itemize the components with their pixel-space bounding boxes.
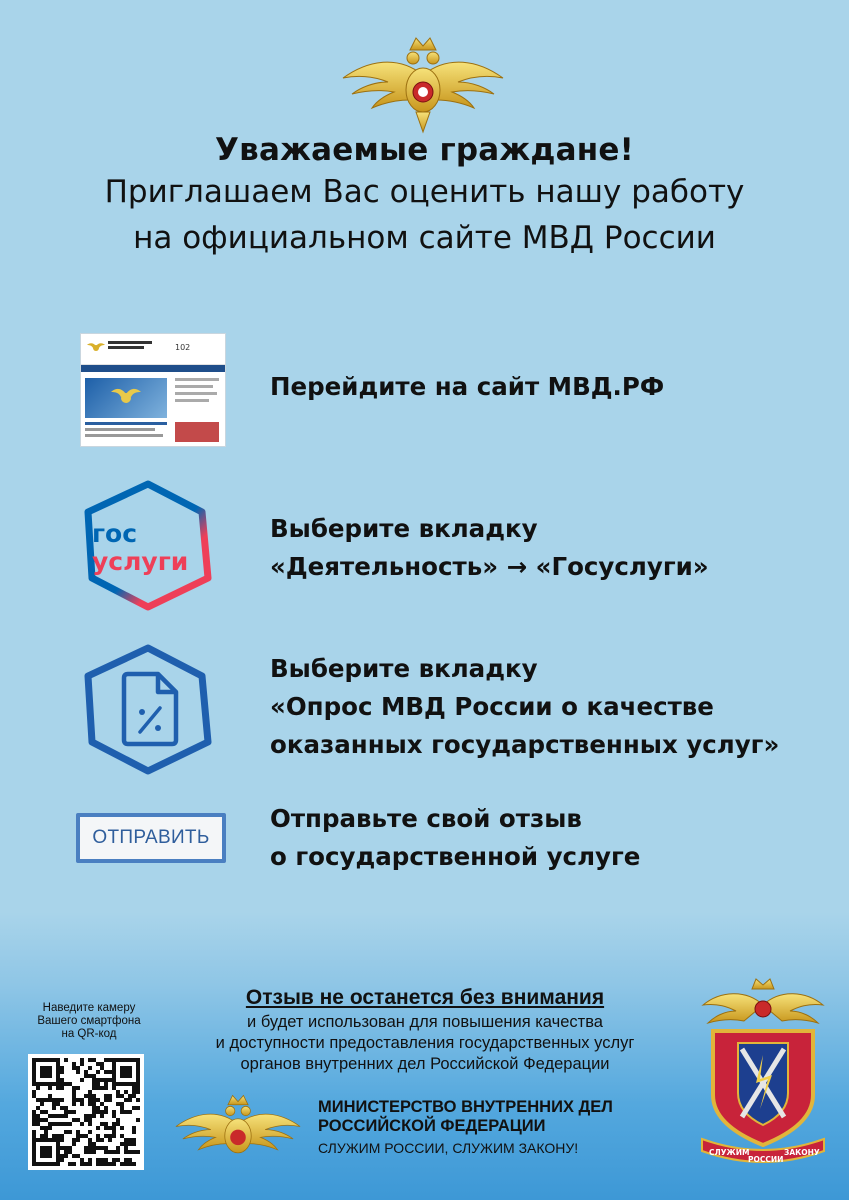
qr-caption (28, 1002, 150, 1041)
site-title-bar (108, 341, 152, 344)
ribbon-word-2: РОССИИ (748, 1155, 784, 1164)
site-thumbnail-body (81, 372, 225, 447)
site-nav-bar (81, 365, 225, 372)
qr-caption-line-1: Наведите камеру (42, 1002, 136, 1014)
site-side-text-2 (175, 385, 213, 388)
site-news-emblem-icon (111, 384, 141, 408)
site-title-bar-2 (108, 346, 144, 349)
qr-modules (32, 1058, 140, 1166)
send-button[interactable]: ОТПРАВИТЬ (76, 813, 226, 863)
step-4-text (270, 800, 640, 876)
qr-code-icon[interactable] (28, 1054, 144, 1170)
step-3-line-3: оказанных государственных услуг» (270, 730, 780, 759)
site-news-text (85, 422, 167, 425)
site-phone-number: 102 (175, 343, 191, 352)
mvd-site-thumbnail (80, 333, 226, 447)
site-news-text-2 (85, 428, 155, 431)
ministry-block (318, 1098, 613, 1156)
feedback-line-1: и будет использован для повышения качества (247, 1013, 603, 1031)
qr-caption-line-3: на QR-код (61, 1028, 117, 1040)
step-4-line-1: Отправьте свой отзыв (270, 804, 582, 833)
feedback-title: Отзыв не останется без внимания (245, 986, 605, 1009)
mvd-shield-emblem-icon (698, 975, 828, 1170)
title-line-1: Уважаемые граждане! (215, 132, 634, 168)
ribbon-word-1: СЛУЖИМ (709, 1148, 750, 1157)
step-3-line-1: Выберите вкладку (270, 654, 538, 683)
site-emblem-icon (87, 340, 105, 354)
site-side-image (175, 422, 219, 442)
uslugi-text: услуги (92, 547, 189, 576)
poster-title (0, 132, 849, 260)
title-line-3: на официальном сайте МВД России (133, 220, 716, 256)
site-side-text (175, 378, 219, 381)
site-news-text-3 (85, 434, 163, 437)
feedback-line-2: и доступности предоставления государственных услуг (215, 1034, 635, 1052)
ribbon-word-3: ЗАКОНУ (784, 1148, 820, 1157)
qr-caption-line-2: Вашего смартфона (37, 1015, 141, 1027)
ministry-line-1: МИНИСТЕРСТВО ВНУТРЕННИХ ДЕЛ (318, 1098, 613, 1116)
site-thumbnail-header (81, 334, 225, 365)
document-percent-icon (78, 642, 218, 777)
gos-text: гос (92, 519, 138, 548)
mvd-emblem-small-icon (172, 1088, 304, 1172)
gosuslugi-logo-icon (78, 478, 218, 613)
step-3-text (270, 650, 779, 764)
mvd-emblem-icon (338, 30, 508, 135)
site-side-text-3 (175, 392, 217, 395)
step-2-line-1: Выберите вкладку (270, 514, 538, 543)
step-4-line-2: о государственной услуге (270, 842, 641, 871)
step-2-line-2: «Деятельность» → «Госуслуги» (270, 552, 709, 581)
feedback-line-3: органов внутренних дел Российской Федерации (240, 1055, 610, 1073)
site-side-text-4 (175, 399, 209, 402)
step-3-line-2: «Опрос МВД России о качестве (270, 692, 714, 721)
step-1-text (270, 368, 664, 406)
step-1-line-1: Перейдите на сайт МВД.РФ (270, 372, 665, 401)
title-line-2: Приглашаем Вас оценить нашу работу (104, 174, 745, 210)
feedback-block (160, 986, 690, 1075)
ministry-motto: СЛУЖИМ РОССИИ, СЛУЖИМ ЗАКОНУ! (318, 1140, 579, 1156)
ministry-line-2: РОССИЙСКОЙ ФЕДЕРАЦИИ (318, 1117, 546, 1135)
step-2-text (270, 510, 709, 586)
